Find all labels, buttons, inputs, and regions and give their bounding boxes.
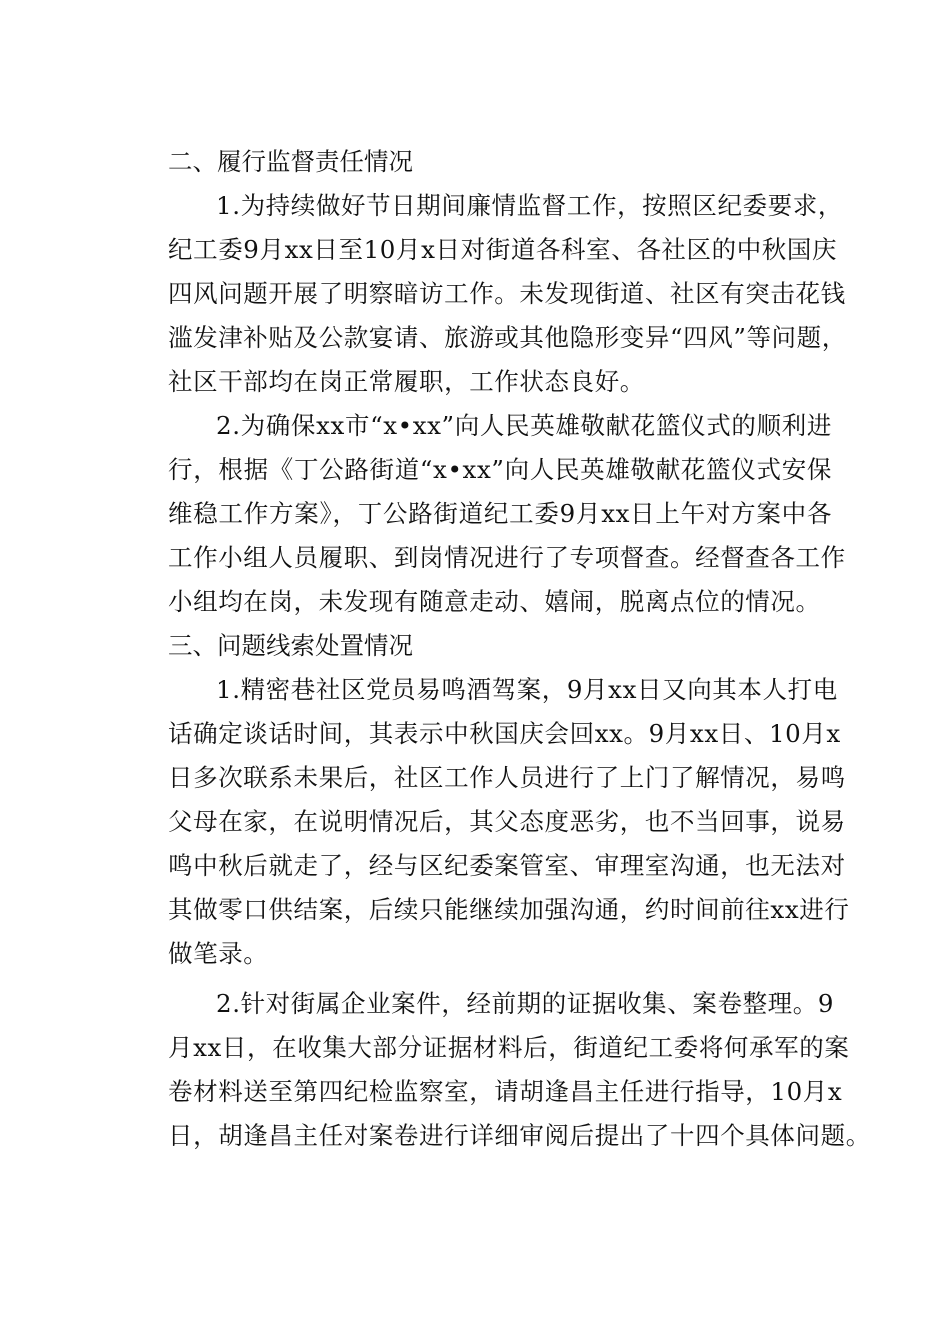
paragraph-ceremony-security (120, 404, 846, 624)
text-line: 小组均在岗，未发现有随意走动、嬉闹，脱离点位的情况。 (168, 587, 821, 616)
text-line: 社区干部均在岗正常履职，工作状态良好。 (168, 367, 645, 396)
text-line: 月xx日，在收集大部分证据材料后，街道纪工委将何承军的案 (168, 1033, 850, 1062)
paragraph-holiday-inspection (120, 184, 847, 404)
section-heading-supervision: 二、履行监督责任情况 (168, 147, 413, 176)
paragraph-drunk-driving-case (120, 668, 850, 976)
text-line: 2.针对街属企业案件，经前期的证据收集、案卷整理。9 (216, 989, 835, 1018)
text-line: 滥发津补贴及公款宴请、旅游或其他隐形变异“四风”等问题， (168, 323, 847, 352)
section-heading-clue-handling: 三、问题线索处置情况 (168, 631, 413, 660)
text-line: 四风问题开展了明察暗访工作。未发现街道、社区有突击花钱 (168, 279, 846, 308)
text-line: 2.为确保xx市“x•xx”向人民英雄敬献花篮仪式的顺利进 (216, 411, 832, 440)
text-line: 父母在家，在说明情况后，其父态度恶劣，也不当回事，说易 (168, 807, 846, 836)
text-line: 1.为持续做好节日期间廉情监督工作，按照区纪委要求， (216, 191, 843, 220)
paragraph-enterprise-case (120, 982, 871, 1158)
text-line: 纪工委9月xx日至10月x日对街道各科室、各社区的中秋国庆 (168, 235, 838, 264)
text-line: 鸣中秋后就走了，经与区纪委案管室、审理室沟通，也无法对 (168, 851, 846, 880)
text-line: 做笔录。 (168, 939, 269, 968)
text-line: 其做零口供结案，后续只能继续加强沟通，约时间前往xx进行 (168, 895, 850, 924)
text-line: 日，胡逢昌主任对案卷进行详细审阅后提出了十四个具体问题。 (168, 1121, 871, 1150)
text-line: 1.精密巷社区党员易鸣酒驾案，9月xx日又向其本人打电 (216, 675, 838, 704)
text-line: 行，根据《丁公路街道“x•xx”向人民英雄敬献花篮仪式安保 (168, 455, 832, 484)
text-line: 工作小组人员履职、到岗情况进行了专项督查。经督查各工作 (168, 543, 846, 572)
document-body (120, 140, 871, 1158)
text-line: 卷材料送至第四纪检监察室，请胡逢昌主任进行指导，10月x (168, 1077, 843, 1106)
text-line: 维稳工作方案》，丁公路街道纪工委9月xx日上午对方案中各 (168, 499, 832, 528)
text-line: 日多次联系未果后，社区工作人员进行了上门了解情况，易鸣 (168, 763, 846, 792)
text-line: 话确定谈话时间，其表示中秋国庆会回xx。9月xx日、10月x (168, 719, 841, 748)
